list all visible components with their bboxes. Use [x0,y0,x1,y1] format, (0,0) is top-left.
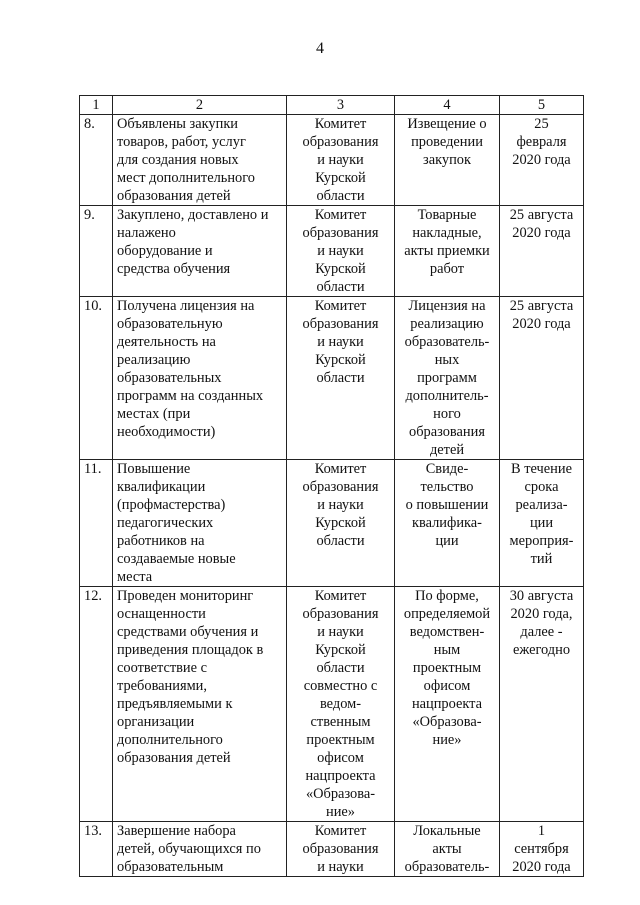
document-cell: Локальные акты образователь- [395,822,500,877]
plan-table [79,95,584,877]
table-row [80,587,584,822]
event-cell: Проведен мониторинг оснащенности средствами обучения и приведения площадок в соответствие с требованиями, предъявляемыми к организации дополнительного образования детей [113,587,287,822]
deadline-cell: В течение срока реализа- ции мероприя- тий [500,460,584,587]
header-cell: 3 [287,96,395,115]
deadline-cell: 25 февраля 2020 года [500,115,584,206]
event-cell: Завершение набора детей, обучающихся по образовательным [113,822,287,877]
event-cell: Получена лицензия на образовательную деятельность на реализацию образовательных программ на созданных местах (при необходимости) [113,297,287,460]
document-cell: По форме, определяемой ведомствен- ным проектным офисом нацпроекта «Образова- ние» [395,587,500,822]
table-row [80,460,584,587]
event-cell: Повышение квалификации (профмастерства) педагогических работников на создаваемые новые места [113,460,287,587]
row-number: 8. [80,115,113,206]
header-cell: 4 [395,96,500,115]
responsible-cell: Комитет образования и науки Курской области [287,206,395,297]
deadline-cell: 25 августа 2020 года [500,297,584,460]
document-cell: Лицензия на реализацию образователь- ных программ дополнитель- ного образования детей [395,297,500,460]
deadline-cell: 1 сентября 2020 года [500,822,584,877]
event-cell: Объявлены закупки товаров, работ, услуг для создания новых мест дополнительного образования детей [113,115,287,206]
table-row [80,297,584,460]
table-row [80,115,584,206]
header-cell: 5 [500,96,584,115]
document-cell: Извещение о проведении закупок [395,115,500,206]
row-number: 10. [80,297,113,460]
document-cell: Свиде- тельство о повышении квалифика- ции [395,460,500,587]
row-number: 13. [80,822,113,877]
responsible-cell: Комитет образования и науки Курской области совместно с ведом- ственным проектным офисом нацпроекта «Образова- ние» [287,587,395,822]
table-row [80,822,584,877]
responsible-cell: Комитет образования и науки Курской области [287,297,395,460]
header-cell: 2 [113,96,287,115]
table-header-row [80,96,584,115]
event-cell: Закуплено, доставлено и налажено оборудование и средства обучения [113,206,287,297]
document-cell: Товарные накладные, акты приемки работ [395,206,500,297]
responsible-cell: Комитет образования и науки Курской области [287,115,395,206]
page-number: 4 [316,40,324,57]
deadline-cell: 25 августа 2020 года [500,206,584,297]
header-cell: 1 [80,96,113,115]
responsible-cell: Комитет образования и науки [287,822,395,877]
row-number: 11. [80,460,113,587]
table-row [80,206,584,297]
row-number: 12. [80,587,113,822]
row-number: 9. [80,206,113,297]
deadline-cell: 30 августа 2020 года, далее - ежегодно [500,587,584,822]
responsible-cell: Комитет образования и науки Курской области [287,460,395,587]
